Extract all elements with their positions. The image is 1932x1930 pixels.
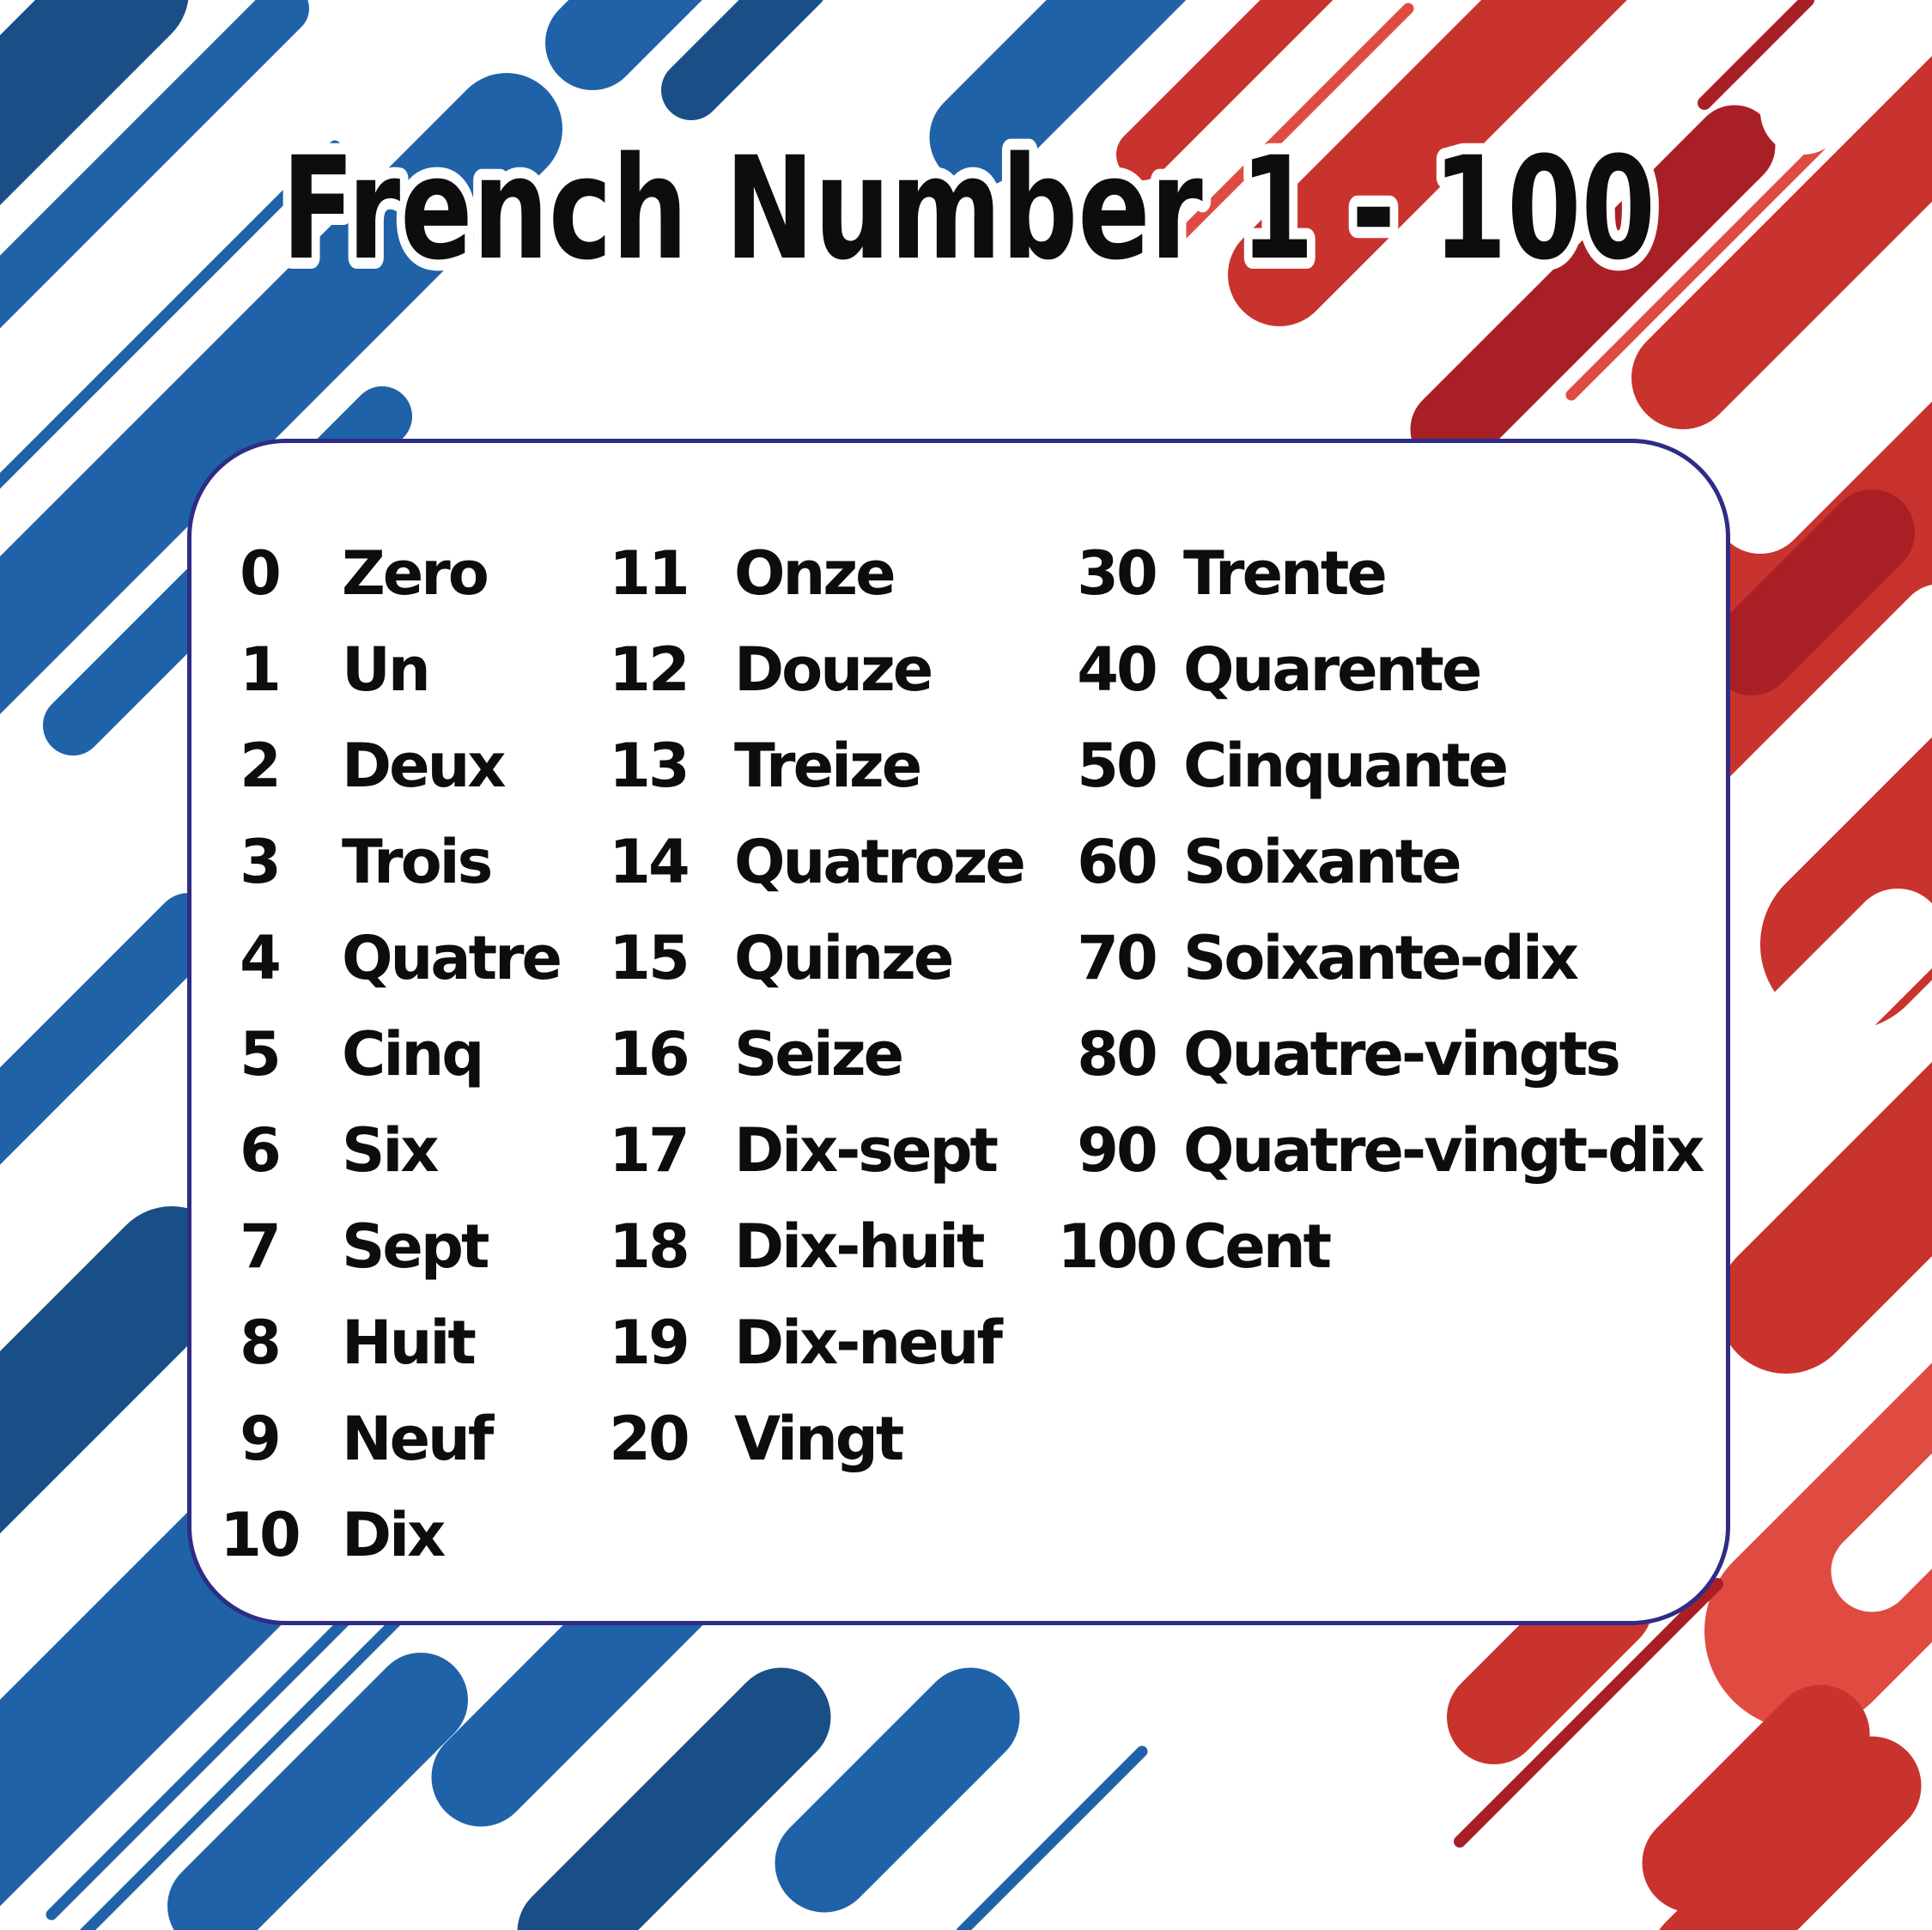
number-value: 18 — [609, 1211, 688, 1282]
french-word: Sept — [342, 1211, 488, 1282]
number-row — [212, 1102, 560, 1199]
stripe — [0, 1271, 172, 1580]
french-word: Huit — [342, 1308, 474, 1378]
number-value: 90 — [1077, 1115, 1156, 1186]
number-value: 13 — [609, 731, 688, 801]
french-word: Quatroze — [734, 827, 1024, 897]
number-value: 9 — [240, 1404, 279, 1474]
number-row — [1056, 718, 1702, 814]
number-row — [601, 1102, 1024, 1199]
french-word: Dix-neuf — [734, 1308, 1000, 1378]
number-value: 100 — [1057, 1211, 1176, 1282]
french-word: Quatre-vingts — [1183, 1019, 1619, 1089]
number-row — [601, 1199, 1024, 1295]
french-word: Neuf — [342, 1404, 492, 1474]
number-value: 17 — [609, 1115, 688, 1186]
number-row — [1056, 1102, 1702, 1199]
number-value: 8 — [240, 1308, 279, 1378]
number-value: 1 — [240, 634, 279, 705]
number-row — [601, 622, 1024, 718]
french-word: Un — [342, 634, 428, 705]
french-word: Cinq — [342, 1019, 483, 1089]
number-row — [601, 525, 1024, 622]
number-row — [212, 1006, 560, 1102]
number-row — [1056, 622, 1702, 718]
number-row — [1056, 1006, 1702, 1102]
number-row — [212, 622, 560, 718]
number-value: 70 — [1077, 923, 1156, 993]
number-value: 7 — [240, 1211, 279, 1282]
number-value: 60 — [1077, 827, 1156, 897]
number-value: 40 — [1077, 634, 1156, 705]
number-row — [212, 814, 560, 910]
stripe — [567, 1717, 781, 1930]
number-row — [601, 814, 1024, 910]
number-value: 50 — [1077, 731, 1156, 801]
title-block — [0, 0, 1932, 343]
french-word: Soixante-dix — [1183, 923, 1577, 993]
french-word: Dix — [342, 1500, 444, 1570]
number-row — [601, 1391, 1024, 1487]
number-row — [601, 1295, 1024, 1391]
french-word: Dix-huit — [734, 1211, 983, 1282]
number-row — [212, 525, 560, 622]
number-row — [212, 910, 560, 1006]
numbers-column-2 — [601, 525, 1024, 1487]
number-value: 6 — [240, 1115, 279, 1186]
number-value: 80 — [1077, 1019, 1156, 1089]
french-word: Deux — [342, 731, 504, 801]
number-value: 19 — [609, 1308, 688, 1378]
numbers-column-3 — [1056, 525, 1702, 1295]
page-title: French Number 1 - 100 — [282, 126, 1656, 291]
numbers-column-1 — [212, 525, 560, 1583]
number-value: 30 — [1077, 538, 1156, 609]
french-word: Seize — [734, 1019, 902, 1089]
number-row — [212, 1295, 560, 1391]
number-row — [212, 1391, 560, 1487]
number-row — [1056, 814, 1702, 910]
number-value: 16 — [609, 1019, 688, 1089]
number-row — [212, 1487, 560, 1583]
french-word: Cinquante — [1183, 731, 1507, 801]
stripe — [824, 1717, 970, 1863]
number-row — [1056, 525, 1702, 622]
number-row — [601, 1006, 1024, 1102]
number-value: 10 — [220, 1500, 299, 1570]
french-word: Quatre — [342, 923, 561, 993]
french-word: Treize — [734, 731, 920, 801]
number-value: 5 — [240, 1019, 279, 1089]
number-value: 4 — [240, 923, 279, 993]
stripe — [215, 1700, 421, 1906]
french-word: Trois — [342, 827, 491, 897]
french-word: Quatre-vingt-dix — [1183, 1115, 1703, 1186]
french-word: Quinze — [734, 923, 952, 993]
number-value: 11 — [609, 538, 688, 609]
number-row — [1056, 1199, 1702, 1295]
number-value: 12 — [609, 634, 688, 705]
stripe — [962, 1751, 1142, 1930]
french-word: Zero — [342, 538, 487, 609]
number-row — [1056, 910, 1702, 1006]
french-word: Cent — [1183, 1211, 1330, 1282]
french-word: Vingt — [734, 1404, 902, 1474]
french-word: Dix-sept — [734, 1115, 997, 1186]
number-row — [212, 1199, 560, 1295]
french-word: Trente — [1183, 538, 1385, 609]
number-value: 14 — [609, 827, 688, 897]
stripe — [0, 927, 189, 1168]
french-word: Soixante — [1183, 827, 1460, 897]
french-word: Six — [342, 1115, 437, 1186]
number-value: 3 — [240, 827, 279, 897]
number-row — [601, 718, 1024, 814]
numbers-card — [187, 439, 1730, 1625]
french-word: Douze — [734, 634, 932, 705]
number-value: 15 — [609, 923, 688, 993]
french-word: Quarente — [1183, 634, 1480, 705]
number-value: 20 — [609, 1404, 688, 1474]
number-row — [601, 910, 1024, 1006]
number-value: 0 — [240, 538, 279, 609]
number-value: 2 — [240, 731, 279, 801]
number-row — [212, 718, 560, 814]
french-word: Onze — [734, 538, 894, 609]
